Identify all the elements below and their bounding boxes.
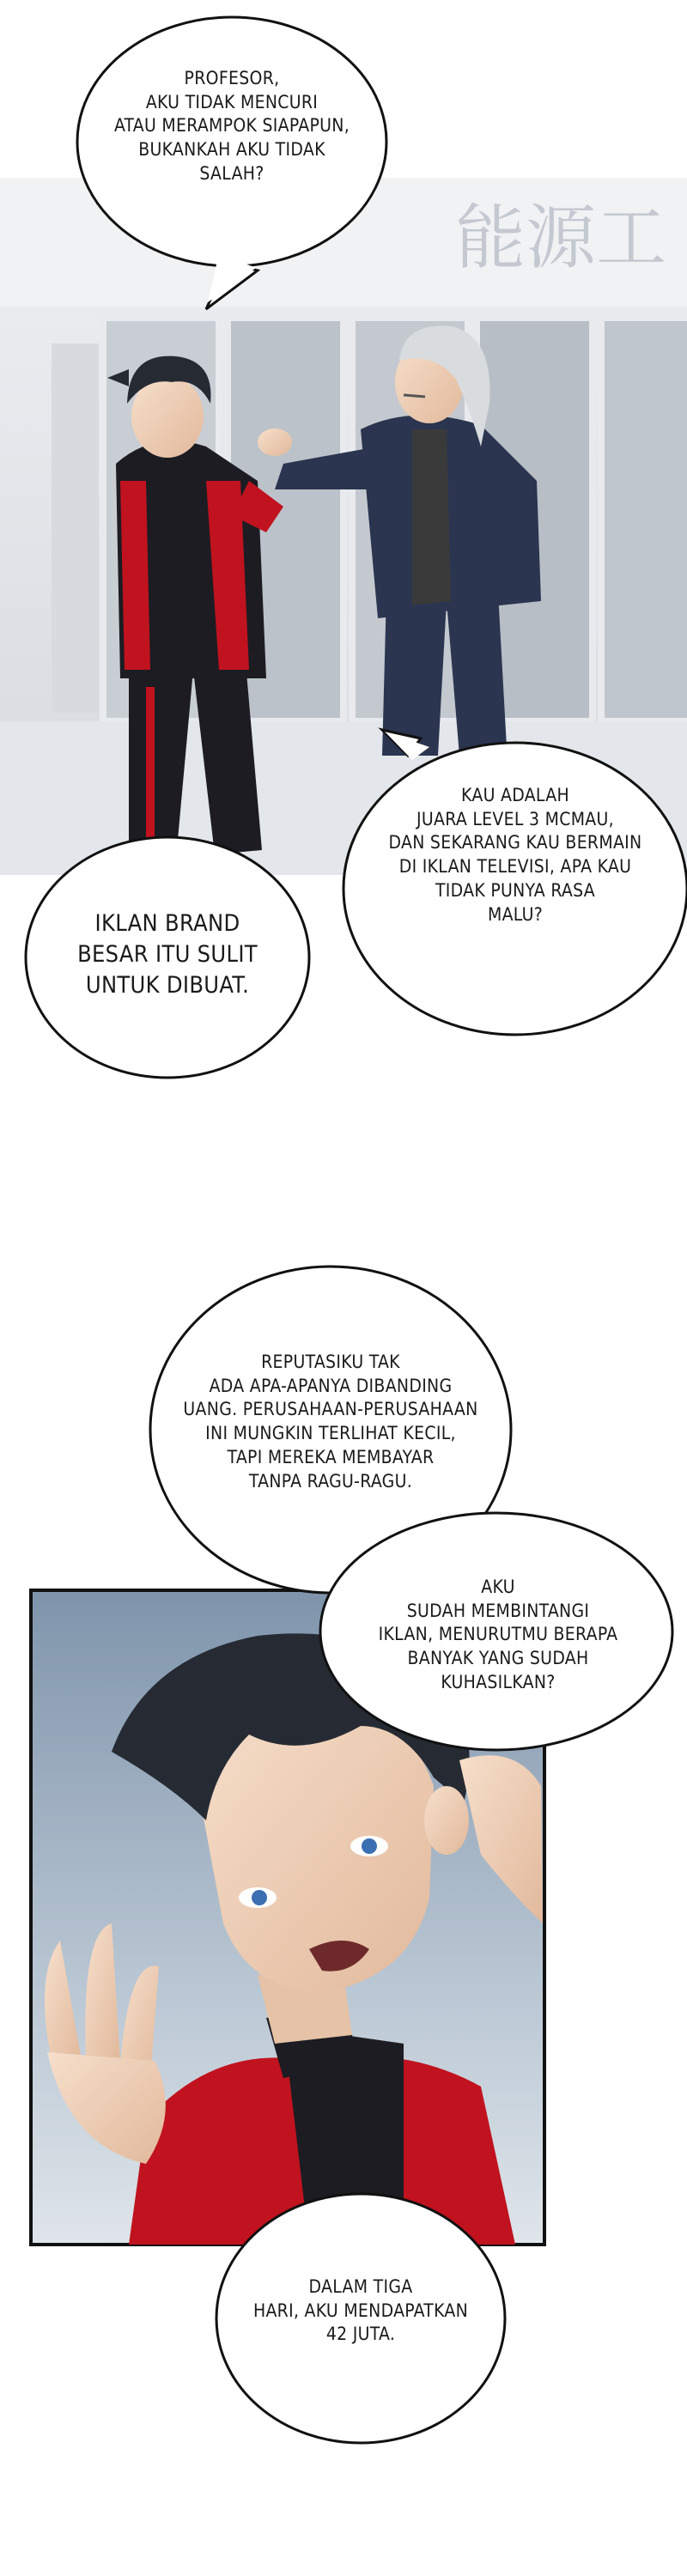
- text-line: IKLAN, MENURUTMU BERAPA: [378, 1624, 618, 1645]
- text-line: BANYAK YANG SUDAH: [407, 1648, 589, 1669]
- text-line: DAN SEKARANG KAU BERMAIN: [388, 832, 642, 854]
- text-line: REPUTASIKU TAK: [261, 1352, 400, 1372]
- text-line: AKU: [481, 1577, 515, 1597]
- text-line: ATAU MERAMPOK SIAPAPUN,: [113, 115, 350, 137]
- text-line: HARI, AKU MENDAPATKAN: [252, 2300, 469, 2321]
- bubble-text-earned: [339, 1576, 657, 1695]
- text-line: DI IKLAN TELEVISI, APA KAU: [398, 856, 632, 878]
- text-line: BUKANKAH AKU TIDAK: [138, 139, 325, 161]
- text-line: INI MUNGKIN TERLIHAT KECIL,: [205, 1423, 456, 1444]
- text-line: UANG. PERUSAHAAN-PERUSAHAAN: [183, 1399, 478, 1420]
- text-line: BESAR ITU SULIT: [77, 941, 258, 969]
- bubble-text-three-days: [228, 2275, 494, 2347]
- text-line: KAU ADALAH: [461, 785, 569, 805]
- text-line: TIDAK PUNYA RASA: [435, 879, 596, 901]
- text-line: DALAM TIGA: [308, 2276, 413, 2297]
- text-line: SUDAH MEMBINTANGI: [406, 1600, 590, 1621]
- text-line: MALU?: [487, 903, 544, 925]
- bubble-text-champion: [361, 784, 670, 927]
- text-line: UNTUK DIBUAT.: [85, 972, 250, 999]
- text-line: JUARA LEVEL 3 MCMAU,: [416, 808, 614, 829]
- text-line: TAPI MEREKA MEMBAYAR: [227, 1446, 435, 1467]
- text-line: SALAH?: [199, 162, 264, 184]
- text-line: ADA APA-APANYA DIBANDING: [209, 1375, 453, 1396]
- building-sign-text: 能源工: [455, 197, 667, 279]
- text-line: TANPA RAGU-RAGU.: [248, 1470, 413, 1492]
- text-line: AKU TIDAK MENCURI: [145, 91, 319, 112]
- text-line: 42 JUTA.: [325, 2324, 396, 2345]
- text-line: PROFESOR,: [184, 68, 280, 88]
- text-line: IKLAN BRAND: [94, 910, 240, 937]
- bubble-text-reputation: [159, 1351, 502, 1493]
- bubble-text-brand: [52, 908, 283, 1002]
- bubble-text-professor: [86, 67, 378, 186]
- text-line: KUHASILKAN?: [441, 1671, 556, 1692]
